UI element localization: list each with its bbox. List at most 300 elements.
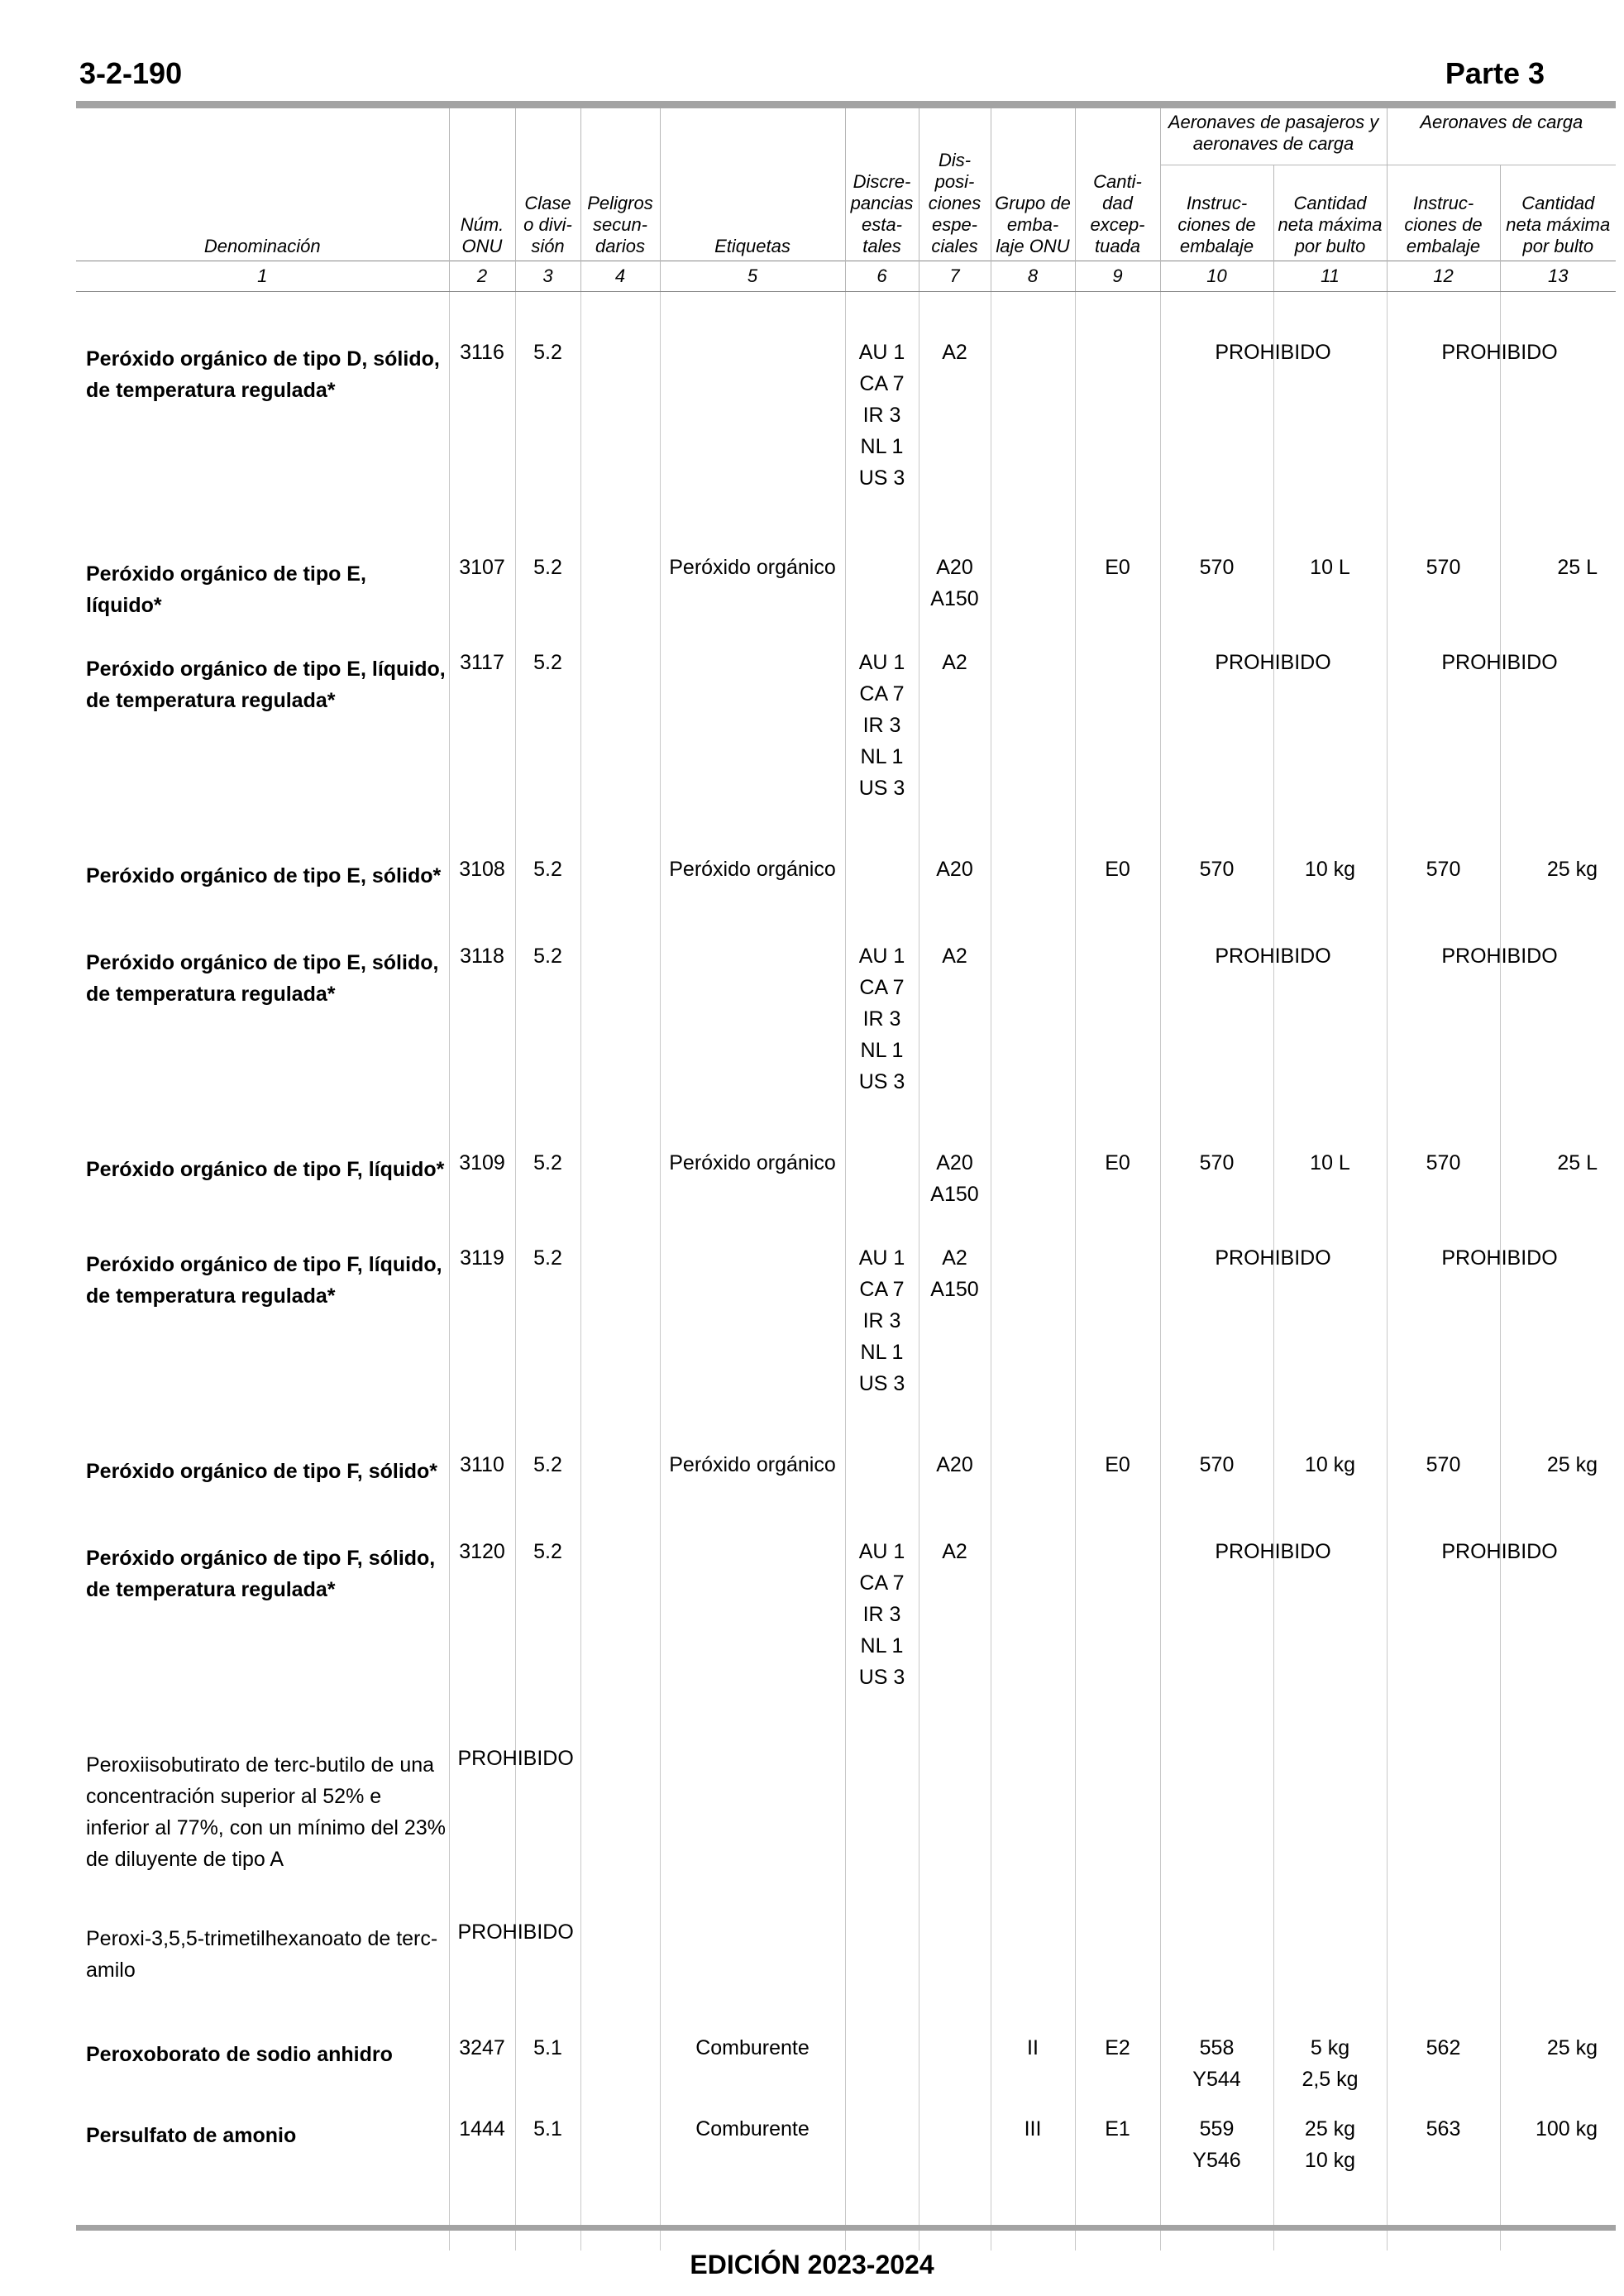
cell-text: 3108 (459, 858, 505, 881)
table-row (76, 842, 1616, 929)
cell-text: 5.2 (533, 1246, 562, 1270)
special-provision: A20 (936, 556, 973, 579)
un-number-cell (449, 1731, 574, 1905)
cell-text: E0 (1105, 1453, 1130, 1476)
col-number: 8 (991, 261, 1075, 292)
special-provision: A2 (942, 1246, 967, 1270)
packing-group-cell (991, 540, 1075, 635)
subsidiary-hazard-cell (580, 929, 660, 1136)
special-provision: A150 (930, 1183, 979, 1206)
packing-instruction: 570 (1199, 1151, 1235, 1174)
packing-group-cell (991, 2021, 1075, 2102)
cell-text: 5.2 (533, 556, 562, 579)
denominacion-cell (76, 1524, 449, 1731)
col-header-qty-cargo: Cantidad neta máxima por bulto (1500, 165, 1616, 261)
excepted-qty-cell (1075, 842, 1160, 929)
max-quantity: 2,5 kg (1302, 2068, 1359, 2091)
state-variation: NL 1 (860, 1039, 904, 1062)
special-provision: A20 (936, 1151, 973, 1174)
table-row (76, 540, 1616, 635)
denominacion-cell (76, 1731, 449, 1905)
excepted-qty-cell (1075, 540, 1160, 635)
passenger-qty-cell (1273, 842, 1387, 929)
empty-cell (1387, 1731, 1500, 1905)
part-label: Parte 3 (1445, 56, 1545, 90)
col-number: 6 (845, 261, 919, 292)
cell-text: Peróxido orgánico de tipo D, sólido, de temperatura regulada* (86, 347, 440, 402)
passenger-prohibited-cell (1160, 1231, 1331, 1437)
label-cell (660, 1524, 845, 1731)
state-variation-cell (845, 635, 919, 842)
cell-text: 5.2 (533, 341, 562, 364)
packing-group-cell (991, 635, 1075, 842)
cargo-pi-cell (1387, 540, 1500, 635)
col-header-subsidiary-hazards: Peligros secun- darios (580, 108, 660, 261)
passenger-pi-cell (1160, 842, 1273, 929)
table-row (76, 1731, 1616, 1905)
packing-instruction: 570 (1199, 556, 1235, 579)
page-number: 3-2-190 (79, 56, 183, 90)
state-variation: AU 1 (858, 945, 905, 968)
cell-text: Peroxi-3,5,5-trimetilhexanoato de terc-amilo (86, 1927, 438, 1982)
cargo-qty-cell (1500, 842, 1616, 929)
passenger-prohibited-cell (1160, 325, 1331, 540)
packing-group-cell (991, 929, 1075, 1136)
prohibited-text: PROHIBIDO (1441, 945, 1558, 968)
subsidiary-hazard-cell (580, 1524, 660, 1731)
state-variation: NL 1 (860, 1634, 904, 1657)
special-provision: A20 (936, 1453, 973, 1476)
state-variation-cell (845, 1231, 919, 1437)
special-provision: A2 (942, 1540, 967, 1563)
cell-text: Peróxido orgánico de tipo E, sólido, de temperatura regulada* (86, 951, 439, 1006)
cargo-qty-cell (1500, 2021, 1616, 2102)
cell-text: E0 (1105, 1151, 1130, 1174)
packing-instruction: Y546 (1192, 2149, 1241, 2172)
cell-text: 100 kg (1535, 2117, 1598, 2141)
passenger-qty-cell (1273, 540, 1387, 635)
excepted-qty-cell (1075, 635, 1160, 842)
empty-cell (580, 1905, 660, 2021)
cell-text: 25 kg (1546, 2036, 1598, 2059)
table-body (76, 292, 1616, 2251)
empty-cell (919, 1731, 991, 1905)
denominacion-cell (76, 1136, 449, 1231)
special-provision: A150 (930, 1278, 979, 1301)
special-provision-cell (919, 1136, 991, 1231)
cell-text: E0 (1105, 556, 1130, 579)
col-number: 1 (76, 261, 449, 292)
special-provision-cell (919, 540, 991, 635)
passenger-prohibited-cell (1160, 635, 1331, 842)
prohibited-text: PROHIBIDO (1441, 1246, 1558, 1270)
un-number-cell (449, 2021, 515, 2102)
cell-text: 5.2 (533, 1540, 562, 1563)
state-variation: US 3 (858, 1372, 905, 1395)
column-number-row (76, 261, 1616, 292)
cell-text: Peróxido orgánico de tipo E, líquido* (86, 562, 366, 617)
col-header-class: Clase o divi- sión (515, 108, 580, 261)
col-number: 3 (515, 261, 580, 292)
passenger-qty-cell (1273, 1136, 1387, 1231)
special-provision: A2 (942, 945, 967, 968)
prohibited-text: PROHIBIDO (1215, 341, 1331, 364)
cell-text: 25 L (1557, 1151, 1598, 1174)
cell-text: 3117 (460, 651, 504, 674)
cell-text: 570 (1426, 556, 1461, 579)
state-variation: AU 1 (858, 341, 905, 364)
class-cell (515, 1524, 580, 1731)
special-provision-cell (919, 2021, 991, 2102)
cell-text: 562 (1426, 2036, 1461, 2059)
class-cell (515, 2021, 580, 2102)
empty-cell (1160, 1731, 1273, 1905)
cell-text: Peróxido orgánico de tipo F, líquido, de temperatura regulada* (86, 1253, 442, 1308)
cell-text: Peróxido orgánico de tipo F, líquido* (86, 1158, 445, 1181)
packing-instruction: Y544 (1192, 2068, 1241, 2091)
cell-text: Peroxoborato de sodio anhidro (86, 2043, 393, 2066)
label-cell (660, 2021, 845, 2102)
cargo-prohibited-cell (1387, 1524, 1558, 1731)
special-provision-cell (919, 842, 991, 929)
state-variation-cell (845, 325, 919, 540)
empty-cell (1273, 1731, 1387, 1905)
state-variation: IR 3 (862, 1007, 901, 1031)
state-variation-cell (845, 929, 919, 1136)
cargo-pi-cell (1387, 842, 1500, 929)
passenger-qty-cell (1273, 1437, 1387, 1524)
class-cell (515, 1136, 580, 1231)
un-number-cell (449, 540, 515, 635)
class-cell (515, 635, 580, 842)
state-variation: CA 7 (859, 372, 905, 395)
cell-text: Peróxido orgánico de tipo E, sólido* (86, 864, 442, 887)
un-number-cell (449, 1437, 515, 1524)
subsidiary-hazard-cell (580, 2021, 660, 2102)
table-row (76, 635, 1616, 842)
state-variation: US 3 (858, 466, 905, 490)
cargo-qty-cell (1500, 540, 1616, 635)
cell-text: Peróxido orgánico (669, 858, 836, 881)
denominacion-cell (76, 2021, 449, 2102)
cargo-pi-cell (1387, 1437, 1500, 1524)
empty-cell (991, 1731, 1075, 1905)
subsidiary-hazard-cell (580, 325, 660, 540)
max-quantity: 10 kg (1304, 2149, 1356, 2172)
special-provision: A20 (936, 858, 973, 881)
empty-cell (580, 1731, 660, 1905)
passenger-pi-cell (1160, 540, 1273, 635)
state-variation: US 3 (858, 777, 905, 800)
col-header-pi-passenger: Instruc- ciones de embalaje (1160, 165, 1273, 261)
cargo-pi-cell (1387, 2021, 1500, 2102)
prohibited-text: PROHIBIDO (457, 1747, 574, 1770)
passenger-prohibited-cell (1160, 1524, 1331, 1731)
col-number: 11 (1273, 261, 1387, 292)
cell-text: 25 kg (1546, 1453, 1598, 1476)
max-quantity: 5 kg (1310, 2036, 1350, 2059)
col-number: 9 (1075, 261, 1160, 292)
cargo-pi-cell (1387, 1136, 1500, 1231)
empty-cell (845, 1731, 919, 1905)
cell-text: Comburente (695, 2117, 810, 2141)
state-variation: IR 3 (862, 714, 901, 737)
prohibited-text: PROHIBIDO (1441, 1540, 1558, 1563)
special-provision-cell (919, 1524, 991, 1731)
cell-text: 3118 (460, 945, 504, 968)
special-provision-cell (919, 325, 991, 540)
denominacion-cell (76, 929, 449, 1136)
state-variation-cell (845, 2021, 919, 2102)
cell-text: Comburente (695, 2036, 810, 2059)
subsidiary-hazard-cell (580, 1231, 660, 1437)
class-cell (515, 325, 580, 540)
passenger-prohibited-cell (1160, 929, 1331, 1136)
un-number-cell (449, 1905, 574, 2021)
class-cell (515, 1231, 580, 1437)
label-cell (660, 325, 845, 540)
denominacion-cell (76, 1437, 449, 1524)
denominacion-cell (76, 635, 449, 842)
state-variation: CA 7 (859, 682, 905, 706)
cell-text: III (1024, 2117, 1042, 2141)
cell-text: 570 (1426, 1453, 1461, 1476)
bottom-rule (76, 2225, 1616, 2231)
cell-text: 3119 (460, 1246, 504, 1270)
cell-text: 5.2 (533, 858, 562, 881)
max-quantity: 10 kg (1304, 858, 1356, 881)
state-variation: IR 3 (862, 404, 901, 427)
empty-cell (845, 1905, 919, 2021)
table-row (76, 325, 1616, 540)
table-row (76, 1437, 1616, 1524)
cell-text: 3109 (459, 1151, 505, 1174)
cargo-qty-cell (1500, 1136, 1616, 1231)
max-quantity: 10 kg (1304, 1453, 1356, 1476)
state-variation-cell (845, 540, 919, 635)
state-variation: AU 1 (858, 1246, 905, 1270)
label-cell (660, 635, 845, 842)
col-number: 10 (1160, 261, 1273, 292)
top-rule (76, 101, 1616, 108)
cell-text: 25 kg (1546, 858, 1598, 881)
excepted-qty-cell (1075, 1437, 1160, 1524)
state-variation-cell (845, 1136, 919, 1231)
cell-text: 570 (1426, 858, 1461, 881)
packing-instruction: 559 (1199, 2117, 1235, 2141)
un-number-cell (449, 1524, 515, 1731)
cargo-prohibited-cell (1387, 929, 1558, 1136)
empty-cell (1075, 1905, 1160, 2021)
empty-cell (919, 1905, 991, 2021)
special-provision: A2 (942, 341, 967, 364)
state-variation: IR 3 (862, 1309, 901, 1332)
table-row (76, 1905, 1616, 2021)
cell-text: 3110 (460, 1453, 504, 1476)
max-quantity: 10 L (1310, 556, 1350, 579)
cell-text: Peróxido orgánico de tipo E, líquido, de temperatura regulada* (86, 658, 446, 712)
subsidiary-hazard-cell (580, 1437, 660, 1524)
class-cell (515, 540, 580, 635)
subsidiary-hazard-cell (580, 635, 660, 842)
cell-text: 563 (1426, 2117, 1461, 2141)
prohibited-text: PROHIBIDO (1215, 945, 1331, 968)
excepted-qty-cell (1075, 2021, 1160, 2102)
excepted-qty-cell (1075, 1524, 1160, 1731)
packing-instruction: 570 (1199, 1453, 1235, 1476)
col-number: 5 (660, 261, 845, 292)
packing-group-cell (991, 1231, 1075, 1437)
col-header-qty-passenger: Cantidad neta máxima por bulto (1273, 165, 1387, 261)
col-header-state-variations: Discre- pancias esta- tales (845, 108, 919, 261)
edition-footer: EDICIÓN 2023-2024 (690, 2250, 934, 2279)
cell-text: 25 L (1557, 556, 1598, 579)
empty-cell (660, 1905, 845, 2021)
packing-instruction: 570 (1199, 858, 1235, 881)
col-header-denominacion: Denominación (203, 236, 321, 256)
cell-text: 3116 (460, 341, 504, 364)
label-cell (660, 1136, 845, 1231)
empty-cell (991, 1905, 1075, 2021)
cell-text: E0 (1105, 858, 1130, 881)
empty-cell (1387, 1905, 1500, 2021)
col-number: 13 (1500, 261, 1616, 292)
passenger-pi-cell (1160, 1437, 1273, 1524)
denominacion-cell (76, 540, 449, 635)
state-variation: CA 7 (859, 976, 905, 999)
state-variation: NL 1 (860, 435, 904, 458)
subsidiary-hazard-cell (580, 1136, 660, 1231)
excepted-qty-cell (1075, 929, 1160, 1136)
cell-text: 5.1 (533, 2036, 562, 2059)
special-provision-cell (919, 1231, 991, 1437)
cargo-prohibited-cell (1387, 635, 1558, 842)
passenger-pi-cell (1160, 1136, 1273, 1231)
cell-text: 3107 (459, 556, 505, 579)
cell-text: Peróxido orgánico de tipo F, sólido, de temperatura regulada* (86, 1547, 436, 1601)
table-row (76, 929, 1616, 1136)
cell-text: E1 (1105, 2117, 1130, 2141)
table-row (76, 1231, 1616, 1437)
cargo-prohibited-cell (1387, 1231, 1558, 1437)
class-cell (515, 842, 580, 929)
packing-group-cell (991, 842, 1075, 929)
col-number: 4 (580, 261, 660, 292)
passenger-qty-cell (1273, 2021, 1387, 2102)
state-variation: AU 1 (858, 1540, 905, 1563)
cell-text: Peróxido orgánico (669, 556, 836, 579)
cell-text: 1444 (459, 2117, 505, 2141)
cell-text: 5.1 (533, 2117, 562, 2141)
label-cell (660, 1437, 845, 1524)
cell-text: 3120 (459, 1540, 505, 1563)
class-cell (515, 1437, 580, 1524)
special-provision-cell (919, 929, 991, 1136)
state-variation: NL 1 (860, 1341, 904, 1364)
packing-group-cell (991, 1524, 1075, 1731)
denominacion-cell (76, 1905, 449, 2021)
col-number: 12 (1387, 261, 1500, 292)
packing-instruction: 558 (1199, 2036, 1235, 2059)
label-cell (660, 1231, 845, 1437)
col-header-special-provisions: Dis- posi- ciones espe- ciales (919, 108, 991, 261)
cell-text: 5.2 (533, 945, 562, 968)
packing-group-cell (991, 1437, 1075, 1524)
state-variation: AU 1 (858, 651, 905, 674)
packing-group-cell (991, 325, 1075, 540)
label-cell (660, 540, 845, 635)
cell-text: 5.2 (533, 1151, 562, 1174)
cell-text: Peróxido orgánico de tipo F, sólido* (86, 1460, 438, 1483)
cell-text: Persulfato de amonio (86, 2124, 297, 2147)
denominacion-cell (76, 325, 449, 540)
col-header-labels: Etiquetas (660, 108, 845, 261)
state-variation: CA 7 (859, 1278, 905, 1301)
cargo-qty-cell (1500, 1437, 1616, 1524)
prohibited-text: PROHIBIDO (1441, 341, 1558, 364)
col-number: 2 (449, 261, 515, 292)
table-row (76, 1524, 1616, 1731)
special-provision-cell (919, 635, 991, 842)
empty-cell (660, 1731, 845, 1905)
un-number-cell (449, 929, 515, 1136)
prohibited-text: PROHIBIDO (457, 1921, 574, 1944)
col-header-excepted-quantity: Canti- dad excep- tuada (1075, 108, 1160, 261)
empty-cell (1500, 1905, 1616, 2021)
special-provision: A150 (930, 587, 979, 610)
empty-cell (1075, 1731, 1160, 1905)
prohibited-text: PROHIBIDO (1441, 651, 1558, 674)
empty-cell (1500, 1731, 1616, 1905)
special-provision-cell (919, 1437, 991, 1524)
label-cell (660, 929, 845, 1136)
empty-cell (1273, 1905, 1387, 2021)
un-number-cell (449, 1231, 515, 1437)
label-cell (660, 842, 845, 929)
passenger-pi-cell (1160, 2021, 1273, 2102)
table-row (76, 1136, 1616, 1231)
cell-text: II (1027, 2036, 1039, 2059)
un-number-cell (449, 1136, 515, 1231)
cell-text: Peróxido orgánico (669, 1453, 836, 1476)
table-row (76, 2021, 1616, 2102)
cargo-prohibited-cell (1387, 325, 1558, 540)
state-variation: NL 1 (860, 745, 904, 768)
state-variation: CA 7 (859, 1571, 905, 1595)
col-number: 7 (919, 261, 991, 292)
cell-text: E2 (1105, 2036, 1130, 2059)
cell-text: 570 (1426, 1151, 1461, 1174)
col-header-packing-group: Grupo de emba- laje ONU (991, 108, 1075, 261)
state-variation: US 3 (858, 1070, 905, 1093)
denominacion-cell (76, 842, 449, 929)
state-variation-cell (845, 1437, 919, 1524)
cell-text: Peróxido orgánico (669, 1151, 836, 1174)
subsidiary-hazard-cell (580, 842, 660, 929)
class-cell (515, 929, 580, 1136)
state-variation: US 3 (858, 1666, 905, 1689)
state-variation-cell (845, 842, 919, 929)
prohibited-text: PROHIBIDO (1215, 651, 1331, 674)
un-number-cell (449, 635, 515, 842)
excepted-qty-cell (1075, 1231, 1160, 1437)
cell-text: 5.2 (533, 651, 562, 674)
un-number-cell (449, 325, 515, 540)
col-header-pi-cargo: Instruc- ciones de embalaje (1387, 165, 1500, 261)
empty-cell (1160, 1905, 1273, 2021)
state-variation-cell (845, 1524, 919, 1731)
max-quantity: 25 kg (1304, 2117, 1356, 2141)
